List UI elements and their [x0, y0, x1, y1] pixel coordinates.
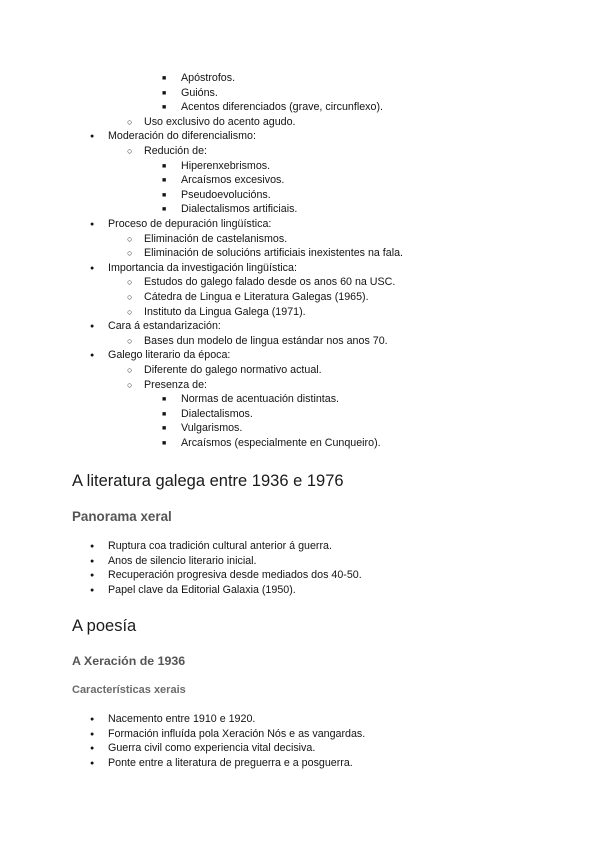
bullet-disc-icon [90, 217, 94, 233]
list-item: Galego literario da época: [108, 349, 231, 362]
list-item: Apóstrofos. [181, 72, 236, 84]
list-item: Formación influída pola Xeración Nós e as vangardas. [108, 727, 366, 740]
bullet-square-icon [162, 173, 166, 189]
bullet-square-icon [162, 188, 166, 204]
bullet-disc-icon [90, 539, 94, 555]
section-subheading: A Xeración de 1936 [72, 654, 186, 668]
bullet-disc-icon [90, 727, 94, 743]
list-item: Arcaísmos (especialmente en Cunqueiro). [181, 437, 381, 449]
bullet-disc-icon [90, 756, 94, 772]
list-item: Bases dun modelo de lingua estándar nos anos 70. [144, 334, 388, 347]
list-item: Pseudoevolucións. [181, 188, 271, 201]
list-item: Hiperenxebrismos. [181, 159, 271, 172]
list-item: Arcaísmos excesivos. [181, 174, 285, 187]
bullet-square-icon [162, 100, 166, 116]
bullet-circle-icon [127, 334, 132, 349]
list-item: Ponte entre a literatura de preguerra e a posguerra. [108, 756, 353, 769]
bullet-disc-icon [90, 129, 94, 145]
list-item: Eliminación de castelanismos. [144, 232, 288, 245]
bullet-circle-icon [127, 305, 132, 320]
bullet-disc-icon [90, 568, 94, 584]
list-item: Recuperación progresiva desde mediados dos 40-50. [108, 569, 362, 582]
list-item: Vulgarismos. [181, 422, 243, 435]
list-item: Papel clave da Editorial Galaxia (1950). [108, 583, 296, 596]
list-item: Presenza de: [144, 378, 207, 391]
list-item: Acentos diferenciados (grave, circunflexo). [181, 101, 383, 114]
list-item: Ruptura coa tradición cultural anterior á guerra. [108, 540, 332, 552]
section-subheading: Panorama xeral [72, 509, 172, 524]
bullet-disc-icon [90, 583, 94, 599]
bullet-disc-icon [90, 261, 94, 277]
bullet-disc-icon [90, 741, 94, 757]
section-subsubheading: Características xerais [72, 684, 186, 696]
bullet-circle-icon [127, 363, 132, 378]
bullet-square-icon [162, 392, 166, 408]
list-item: Dialectalismos. [181, 407, 253, 420]
bullet-square-icon [162, 202, 166, 218]
list-item: Cátedra de Lingua e Literatura Galegas (1965). [144, 291, 369, 303]
bullet-circle-icon [127, 275, 132, 290]
section-heading: A literatura galega entre 1936 e 1976 [72, 472, 344, 490]
bullet-disc-icon [90, 554, 94, 570]
list-item: Dialectalismos artificiais. [181, 203, 298, 216]
list-item: Anos de silencio literario inicial. [108, 554, 257, 567]
list-item: Eliminación de solucións artificiais inexistentes na fala. [144, 247, 404, 260]
bullet-square-icon [162, 86, 166, 102]
list-item: Cara á estandarización: [108, 320, 221, 333]
list-item: Proceso de depuración lingüística: [108, 218, 272, 230]
bullet-circle-icon [127, 290, 132, 305]
bullet-disc-icon [90, 712, 94, 728]
bullet-circle-icon [127, 246, 132, 261]
list-item: Uso exclusivo do acento agudo. [144, 115, 296, 128]
bullet-circle-icon [127, 378, 132, 393]
bullet-circle-icon [127, 232, 132, 247]
list-item: Redución de: [144, 145, 207, 157]
bullet-square-icon [162, 407, 166, 423]
list-item: Diferente do galego normativo actual. [144, 364, 322, 376]
bullet-disc-icon [90, 348, 94, 364]
list-item: Guerra civil como experiencia vital decisiva. [108, 742, 316, 755]
section-heading: A poesía [72, 617, 137, 635]
list-item: Normas de acentuación distintas. [181, 393, 340, 406]
list-item: Instituto da Lingua Galega (1971). [144, 305, 306, 318]
bullet-circle-icon [127, 115, 132, 130]
list-item: Nacemento entre 1910 e 1920. [108, 713, 256, 725]
bullet-disc-icon [90, 319, 94, 335]
bullet-square-icon [162, 421, 166, 437]
bullet-circle-icon [127, 144, 132, 159]
list-item: Importancia da investigación lingüística: [108, 261, 297, 274]
bullet-square-icon [162, 71, 166, 87]
list-item: Moderación do diferencialismo: [108, 130, 256, 143]
list-item: Estudos do galego falado desde os anos 60 na USC. [144, 276, 396, 289]
list-item: Guións. [181, 86, 218, 99]
bullet-square-icon [162, 159, 166, 175]
bullet-square-icon [162, 436, 166, 452]
